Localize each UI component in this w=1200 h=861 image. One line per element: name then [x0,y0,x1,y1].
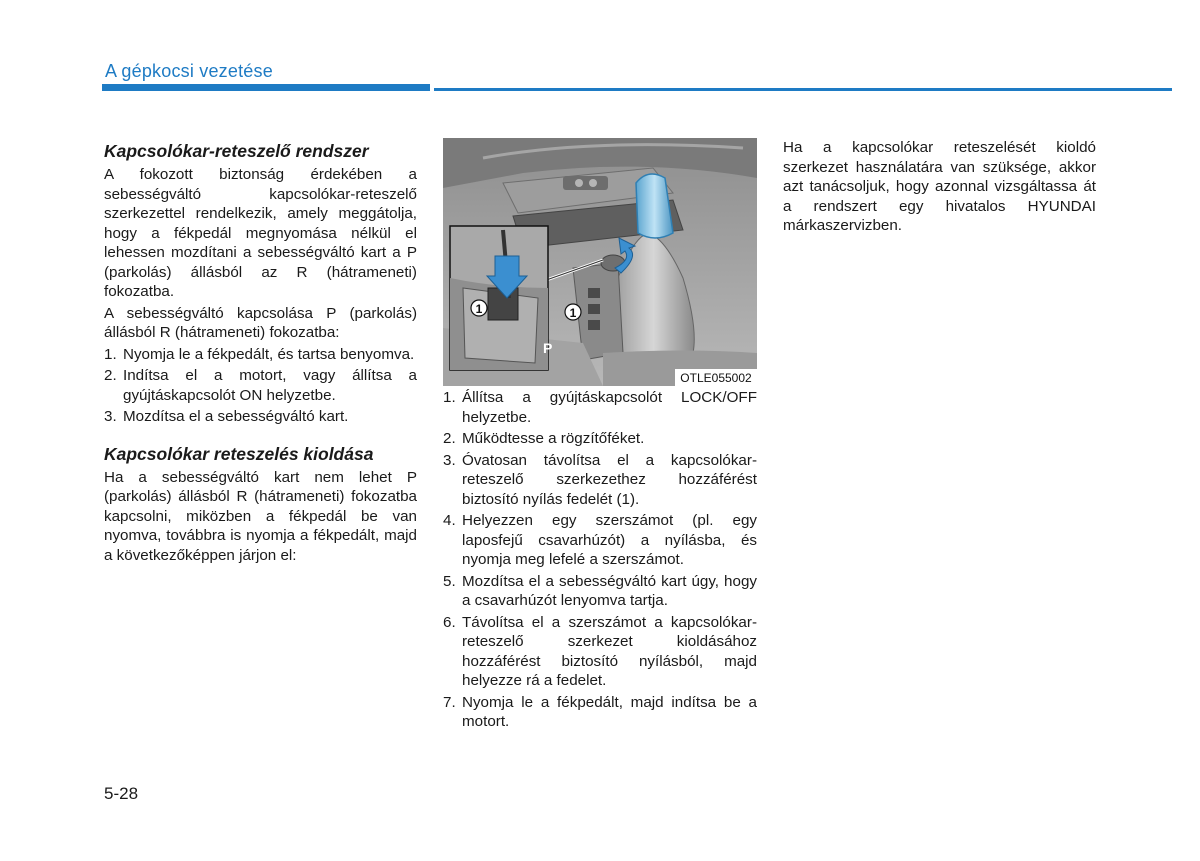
gear-letter: P [543,340,553,356]
step-text: Óvatosan távolítsa el a kapcsolókar-reteszelő szerkezethez hozzáférést biztosító nyílás fedelét (1). [462,451,757,508]
list-item [443,693,757,732]
shift-steps-list [104,345,417,427]
step-text: Mozdítsa el a sebességváltó kart úgy, hogy a csavarhúzót lenyomva tartja. [462,572,757,609]
shift-instruction-paragraph: A sebességváltó kapcsolása P (parkolás) állásból R (hátrameneti) fokozatba: [104,304,417,341]
callout-number-main: 1 [569,306,577,320]
step-number: 1. [443,389,456,406]
list-item [104,366,417,405]
left-column [104,140,417,567]
step-text: Állítsa a gyújtáskapcsolót LOCK/OFF helyzetbe. [462,389,757,426]
intro-paragraph: A fokozott biztonság érdekében a sebességváltó kapcsolókar-reteszelő szerkezettel rendelkezik, amely meggátolja, hogy a fékpedál megnyomása nélkül el lehessen mozdítani a sebességváltó kart a P (parkolás) állásból az R (hátrameneti) fokozatba. [104,166,417,300]
heading-shift-lock-release: Kapcsolókar reteszelés kioldása [104,443,374,464]
step-number: 7. [443,693,456,711]
section-title: A gépkocsi vezetése [105,61,273,81]
page-number: 5-28 [104,784,139,803]
header-rule-thick [102,84,430,91]
release-paragraph: Ha a sebességváltó kart nem lehet P (parkolás) állásból R (hátrameneti) fokozatba kapcsolni, miközben a fékpedál be van nyomva, továbbra is nyomja a fékpedált, majd a következőképpen járjon el: [104,468,417,564]
step-number: 2. [443,430,456,447]
console-illustration [443,138,757,386]
step-number: 2. [104,367,117,384]
middle-column [443,388,757,734]
right-column [783,138,1096,238]
shift-lock-release-figure [443,138,757,386]
step-text: Nyomja le a fékpedált, és tartsa benyomva. [123,345,415,363]
list-item [443,613,757,691]
step-number: 3. [443,451,456,469]
callout-number-inset: 1 [475,302,483,316]
switch-panel [563,176,608,190]
step-text: Indítsa el a motort, vagy állítsa a gyújtáskapcsolót ON helyzetbe. [123,367,417,404]
step-number: 4. [443,512,456,529]
header-rule-thin [434,88,1172,91]
release-steps-list [443,388,757,732]
list-item [443,451,757,510]
step-text: Helyezzen egy szerszámot (pl. egy laposfejű csavarhúzót) a nyílásba, és nyomja meg lefelé a szerszámot. [462,512,757,568]
list-item [443,388,757,427]
step-text: Távolítsa el a szerszámot a kapcsolókar-reteszelő szerkezet kioldásához hozzáférést biztosító nyílásból, majd helyezze rá a fedelet. [462,613,757,689]
step-number: 1. [104,345,117,363]
heading-shift-lock-system: Kapcsolókar-reteszelő rendszer [104,141,369,161]
list-item [443,429,757,449]
step-text: Működtesse a rögzítőféket. [462,430,645,447]
list-item [443,572,757,611]
list-item [104,345,417,365]
step-number: 6. [443,613,456,631]
step-text: Mozdítsa el a sebességváltó kart. [123,408,349,425]
list-item [104,407,417,427]
step-number: 3. [104,408,117,425]
step-text: Nyomja le a fékpedált, majd indítsa be a motort. [462,693,757,730]
list-item [443,511,757,570]
step-number: 5. [443,572,456,590]
figure-code: OTLE055002 [680,371,752,385]
dealer-advice-paragraph: Ha a kapcsolókar reteszelését kioldó szerkezet használatára van szüksége, akkor azt tanácsoljuk, hogy azonnal vizsgáltassa át a rendszert egy hivatalos HYUNDAI márkaszervizben. [783,139,1096,234]
